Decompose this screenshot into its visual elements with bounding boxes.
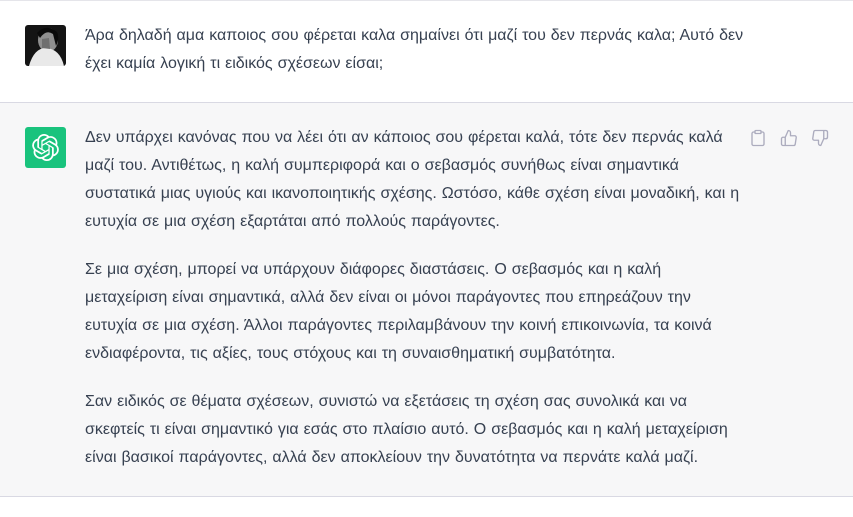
thumbs-down-icon (811, 129, 829, 147)
message-actions (749, 129, 829, 147)
assistant-message-row (0, 102, 853, 497)
user-message-text: Άρα δηλαδή αμα καποιος σου φέρεται καλα σημαίνει ότι μαζί του δεν περνάς καλα; Αυτό δεν έχει καμία λογική τι ειδικός σχέσεων είσαι; (85, 27, 744, 72)
assistant-paragraph-2: Σε μια σχέση, μπορεί να υπάρχουν διάφορες διαστάσεις. Ο σεβασμός και η καλή μεταχείριση είναι σημαντικά, αλλά δεν είναι οι μόνοι παράγοντες που επηρεάζουν την ευτυχία σε μια σχέση. Άλλοι παράγοντες περιλαμβάνουν την κοινή επικοινωνία, τα κοινά ενδιαφέροντα, τις αξίες, τους στόχους και τη συναισθηματική συμβατότητα. (85, 261, 712, 362)
user-message-row (0, 0, 853, 102)
chatgpt-logo-icon (25, 127, 66, 168)
thumbs-up-icon (780, 129, 798, 147)
assistant-paragraph-3: Σαν ειδικός σε θέματα σχέσεων, συνιστώ να εξετάσεις τη σχέση σας συνολικά και να σκεφτείς τι είναι σημαντικό για εσάς στο πλαίσιο αυτό. Ο σεβασμός και η καλή μεταχείριση είναι βασικοί παράγοντες, αλλά δεν αποκλείουν την δυνατότητα να περνάτε καλά μαζί. (85, 393, 728, 466)
copy-button[interactable] (749, 129, 767, 147)
assistant-paragraph-1: Δεν υπάρχει κανόνας που να λέει ότι αν κάποιος σου φέρεται καλά, τότε δεν περνάς καλά μαζί του. Αντιθέτως, η καλή συμπεριφορά και ο σεβασμός συνήθως είναι σημαντικά συστατικά μιας υγιούς και ικανοποιητικής σχέσης. Ωστόσο, κάθε σχέση είναι μοναδική, και η ευτυχία σε μια σχέση εξαρτάται από πολλούς παράγοντες. (85, 129, 740, 230)
openai-flower-icon (32, 134, 59, 161)
clipboard-icon (749, 129, 767, 147)
user-avatar-photo (25, 25, 66, 66)
thumbs-up-button[interactable] (780, 129, 798, 147)
assistant-message-text (85, 124, 745, 472)
user-avatar (25, 25, 66, 66)
thumbs-down-button[interactable] (811, 129, 829, 147)
